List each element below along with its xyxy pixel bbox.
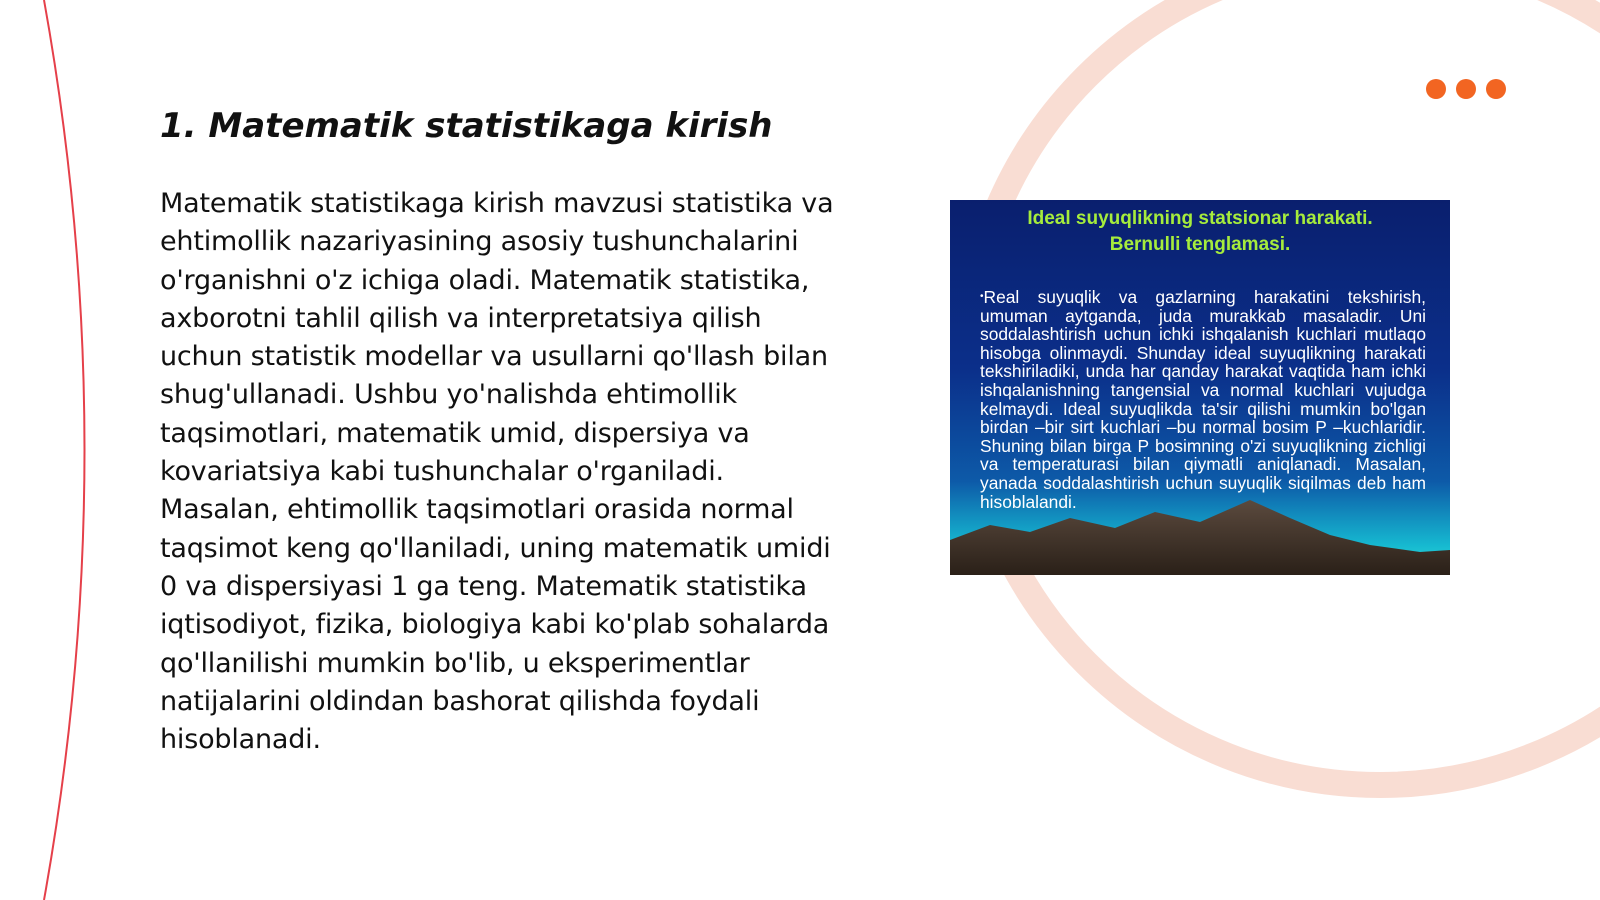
- slide-title: 1. Matematik statistikaga kirish: [160, 106, 773, 146]
- dots-menu-icon: [1426, 79, 1506, 99]
- image-heading-line2: Bernulli tenglamasi.: [1109, 234, 1291, 255]
- slide-body-text: Matematik statistikaga kirish mavzusi statistika va ehtimollik nazariyasining asosiy tushunchalarini o'rganishni o'z ichiga oladi. Matematik statistika, axborotni tahlil qilish va interpretatsiya qilish uchun statistik modellar va usullarni qo'llash bilan shug'ullanadi. Ushbu yo'nalishda ehtimollik taqsimotlari, matematik umid, dispersiya va kovariatsiya kabi tushunchalar o'rganiladi. Masalan, ehtimollik taqsimotlari orasida normal taqsimot keng qo'llaniladi, uning matematik umidi 0 va dispersiyasi 1 ga teng. Matematik statistika iqtisodiyot, fizika, biologiya kabi ko'plab sohalarda qo'llanilishi mumkin bo'lib, u eksperimentlar natijalarini oldindan bashorat qilishda foydali hisoblanadi.: [160, 188, 834, 756]
- image-paragraph: [980, 288, 1426, 511]
- dot-icon: [1486, 79, 1506, 99]
- left-accent-curve: [44, 0, 85, 900]
- dot-icon: [1456, 79, 1476, 99]
- bullet-marker: •: [980, 291, 984, 302]
- dot-icon: [1426, 79, 1446, 99]
- image-heading-line1: Ideal suyuqlikning statsionar harakati.: [1027, 208, 1373, 229]
- embedded-slide-image: [950, 200, 1450, 575]
- image-paragraph-text: Real suyuqlik va gazlarning harakatini tekshirish, umuman aytganda, juda murakkab masaladir. Uni soddalashtirish uchun ichki ishqalanish kuchlari mutlaqo hisobga olinmaydi. Shunday ideal suyuqlikning harakati tekshiriladiki, unda har qanday harakat vaqtida ham ichki ishqalanishning tangensial va normal kuchlari vujudga kelmaydi. Ideal suyuqlikda ta'sir qilishi mumkin bo'lgan birdan –bir sirt kuchlari –bu normal bosim P –kuchlaridir. Shuning bilan birga P bosimning o'zi suyuqlikning zichligi va temperaturasi bilan qiymatli aniqlanadi. Masalan, yanada soddalashtirish uchun suyuqlik siqilmas deb ham hisoblalandi.: [980, 287, 1426, 512]
- image-heading: [950, 206, 1450, 258]
